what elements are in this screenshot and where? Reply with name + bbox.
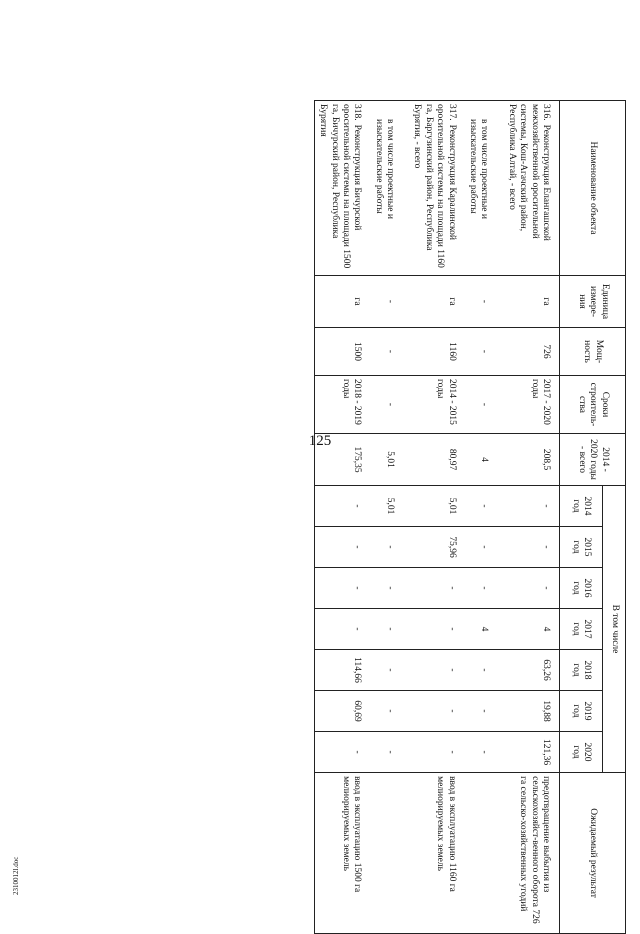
total-cell: 5,01 — [370, 434, 409, 486]
table-row — [409, 101, 465, 934]
rotated-sheet — [57, 100, 626, 924]
object-name: Реконструкция Каралинской оросительной системы на площади 1160 га, Баргузинский район, Республика Бурятия, - всего — [412, 104, 457, 268]
capacity-cell: 1160 — [409, 328, 465, 376]
terms-cell: - — [465, 376, 504, 434]
header-year-2016: 2016 год — [560, 568, 603, 609]
total-cell: 4 — [465, 434, 504, 486]
header-capacity: Мощ-ность — [560, 328, 626, 376]
year-2017-cell: 4 — [503, 609, 559, 650]
total-cell: 208,5 — [503, 434, 559, 486]
year-2014-cell: - — [503, 486, 559, 527]
year-2018-cell: 63,26 — [503, 650, 559, 691]
unit-cell: га — [314, 276, 370, 328]
object-name-cell — [370, 101, 409, 276]
header-year-2017: 2017 год — [560, 609, 603, 650]
year-2015-cell: - — [370, 527, 409, 568]
year-2018-cell: - — [370, 650, 409, 691]
year-2020-cell: - — [465, 732, 504, 773]
year-2016-cell: - — [503, 568, 559, 609]
year-2018-cell: - — [409, 650, 465, 691]
year-2016-cell: - — [314, 568, 370, 609]
year-2019-cell: - — [409, 691, 465, 732]
header-year-2019: 2019 год — [560, 691, 603, 732]
row-index: 317. — [446, 104, 457, 121]
year-2019-cell: - — [370, 691, 409, 732]
year-2014-cell: - — [314, 486, 370, 527]
year-2016-cell: - — [370, 568, 409, 609]
year-2020-cell: - — [314, 732, 370, 773]
table-row — [465, 101, 504, 934]
header-year-2018: 2018 год — [560, 650, 603, 691]
page-number: 125 — [308, 433, 332, 449]
capacity-cell: 1500 — [314, 328, 370, 376]
header-year-2014: 2014 год — [560, 486, 603, 527]
object-name: Реконструкция Бичурской оросительной системы на площади 1500 га, Бичурский район, Республика Бурятия — [318, 104, 363, 269]
unit-cell: га — [409, 276, 465, 328]
header-including: В том числе — [603, 486, 626, 773]
object-name-cell — [409, 101, 465, 276]
row-index: 318. — [352, 104, 363, 121]
header-total: 2014 - 2020 годы - всего — [560, 434, 626, 486]
year-2017-cell: - — [370, 609, 409, 650]
capacity-cell: - — [465, 328, 504, 376]
construction-schedule-table — [314, 100, 626, 934]
year-2015-cell: - — [465, 527, 504, 568]
year-2015-cell: - — [314, 527, 370, 568]
year-2017-cell: 4 — [465, 609, 504, 650]
table-row — [503, 101, 559, 934]
header-terms: Сроки строитель-ства — [560, 376, 626, 434]
year-2015-cell: 75,96 — [409, 527, 465, 568]
year-2018-cell: 114,66 — [314, 650, 370, 691]
capacity-cell: - — [370, 328, 409, 376]
result-cell: предотвращение выбытия из сельскохозяйст-венного оборота 726 га сельско-хозяйственных угодий — [503, 773, 559, 934]
header-name: Наименование объекта — [560, 101, 626, 276]
year-2016-cell: - — [465, 568, 504, 609]
year-2016-cell: - — [409, 568, 465, 609]
result-cell: ввод в эксплуатацию 1160 га мелиорируемых земель — [409, 773, 465, 934]
year-2019-cell: - — [465, 691, 504, 732]
unit-cell: га — [503, 276, 559, 328]
year-2014-cell: 5,01 — [409, 486, 465, 527]
year-2015-cell: - — [503, 527, 559, 568]
object-name: в том числе проектные и изыскательские работы — [468, 119, 490, 219]
table-row — [314, 101, 370, 934]
unit-cell: - — [465, 276, 504, 328]
result-cell: ввод в эксплуатацию 1500 га мелиорируемых земель — [314, 773, 370, 934]
year-2018-cell: - — [465, 650, 504, 691]
table-row — [370, 101, 409, 934]
year-2020-cell: - — [370, 732, 409, 773]
year-2014-cell: 5,01 — [370, 486, 409, 527]
year-2020-cell: - — [409, 732, 465, 773]
object-name-cell — [314, 101, 370, 276]
terms-cell: 2014 - 2015 годы — [409, 376, 465, 434]
year-2020-cell: 121,36 — [503, 732, 559, 773]
header-year-2015: 2015 год — [560, 527, 603, 568]
footer-file-name: 2310012l.doc — [12, 856, 20, 895]
header-unit: Единица измере-ния — [560, 276, 626, 328]
object-name: в том числе проектные и изыскательские работы — [373, 119, 396, 219]
header-year-2020: 2020 год — [560, 732, 603, 773]
year-2014-cell: - — [465, 486, 504, 527]
terms-cell: 2018 - 2019 годы — [314, 376, 370, 434]
year-2017-cell: - — [409, 609, 465, 650]
total-cell: 80,97 — [409, 434, 465, 486]
year-2019-cell: 19,88 — [503, 691, 559, 732]
terms-cell: 2017 - 2020 годы — [503, 376, 559, 434]
unit-cell: - — [370, 276, 409, 328]
result-cell — [370, 773, 409, 934]
terms-cell: - — [370, 376, 409, 434]
object-name-cell — [465, 101, 504, 276]
total-cell: 175,35 — [314, 434, 370, 486]
capacity-cell: 726 — [503, 328, 559, 376]
year-2017-cell: - — [314, 609, 370, 650]
header-result: Ожидаемый результат — [560, 773, 626, 934]
object-name-cell — [503, 101, 559, 276]
year-2019-cell: 60,69 — [314, 691, 370, 732]
object-name: Реконструкция Елангашской межхозяйственной оросительной системы, Кош-Агачский район, Республика Алтай, - всего — [506, 104, 551, 241]
result-cell — [465, 773, 504, 934]
row-index: 316. — [541, 104, 551, 121]
